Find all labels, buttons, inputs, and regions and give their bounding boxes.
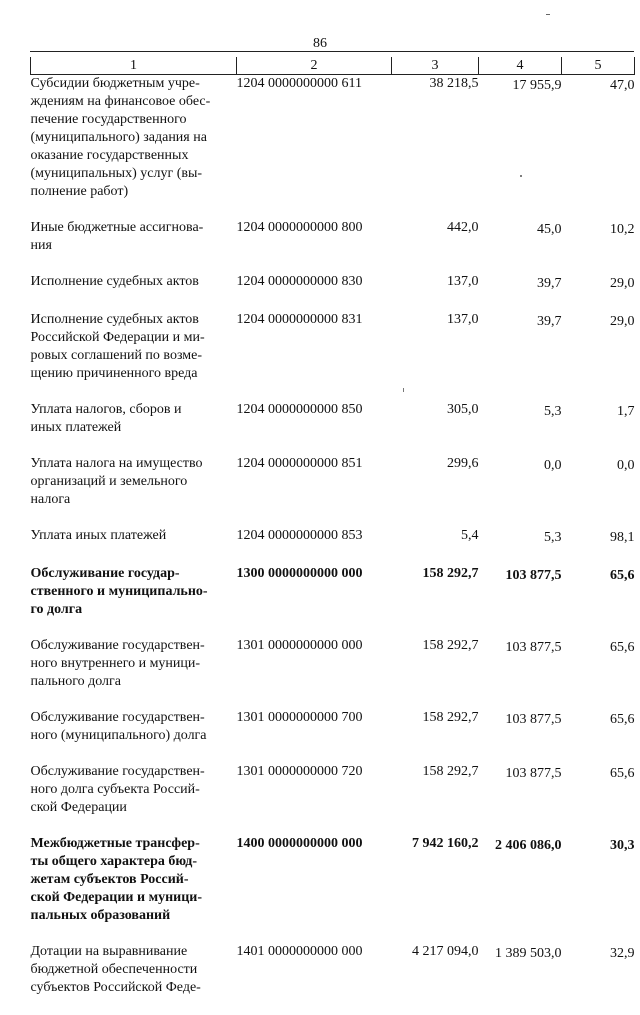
- row-value-col4: 103 877,5: [479, 709, 562, 763]
- row-value-col3: 305,0: [392, 401, 479, 455]
- row-value-col3: 158 292,7: [392, 709, 479, 763]
- row-name-cell: Уплата налога на имущество организаций и земельного налога: [31, 455, 237, 527]
- table-row: [31, 527, 635, 565]
- row-value-col3: 299,6: [392, 455, 479, 527]
- column-header-3: 3: [392, 57, 479, 75]
- row-value-col4: 45,0: [479, 219, 562, 273]
- table-row: [31, 565, 635, 637]
- row-code-cell: 1204 0000000000 831: [237, 311, 392, 401]
- row-value-col4: 103 877,5: [479, 565, 562, 637]
- row-value-col5: 0,0: [562, 455, 635, 527]
- row-value-col5: 47,0: [562, 75, 635, 220]
- row-value-col5: 30,3: [562, 835, 635, 943]
- row-name-cell: Субсидии бюджетным учре- ждениям на финансовое обес- печение государственного (муниципального) задания на оказание государственных (муниципальных) услуг (вы- полнение работ): [31, 75, 237, 220]
- row-code-cell: 1301 0000000000 000: [237, 637, 392, 709]
- row-name-cell: Обслуживание государ- ственного и муниципально- го долга: [31, 565, 237, 637]
- row-value-col4: 1 389 503,0: [479, 943, 562, 1015]
- row-code-cell: 1204 0000000000 800: [237, 219, 392, 273]
- row-name-cell: Уплата налогов, сборов и иных платежей: [31, 401, 237, 455]
- row-value-col5: 65,6: [562, 565, 635, 637]
- row-code-cell: 1400 0000000000 000: [237, 835, 392, 943]
- row-name-cell: Обслуживание государствен- ного долга субъекта Россий- ской Федерации: [31, 763, 237, 835]
- row-value-col3: 137,0: [392, 273, 479, 311]
- row-name-cell: Обслуживание государствен- ного внутреннего и муници- пального долга: [31, 637, 237, 709]
- row-value-col4: 39,7: [479, 311, 562, 401]
- table-row: [31, 219, 635, 273]
- scan-artifact: [403, 388, 404, 392]
- row-code-cell: 1204 0000000000 853: [237, 527, 392, 565]
- table-row: [31, 637, 635, 709]
- row-value-col5: 98,1: [562, 527, 635, 565]
- row-name-cell: Иные бюджетные ассигнова- ния: [31, 219, 237, 273]
- table-row: [31, 835, 635, 943]
- row-value-col5: 1,7: [562, 401, 635, 455]
- row-code-cell: 1204 0000000000 830: [237, 273, 392, 311]
- row-value-col3: 158 292,7: [392, 637, 479, 709]
- row-code-cell: 1204 0000000000 850: [237, 401, 392, 455]
- row-value-col3: 5,4: [392, 527, 479, 565]
- column-header-5: 5: [562, 57, 635, 75]
- row-name-cell: Обслуживание государствен- ного (муниципального) долга: [31, 709, 237, 763]
- row-value-col4: 0,0: [479, 455, 562, 527]
- row-value-col4: 17 955,9: [479, 75, 562, 220]
- row-value-col5: 65,6: [562, 709, 635, 763]
- row-value-col3: 38 218,5: [392, 75, 479, 220]
- row-value-col4: 39,7: [479, 273, 562, 311]
- table-row: [31, 455, 635, 527]
- row-name-cell: Исполнение судебных актов Российской Федерации и ми- ровых соглашений по возме- щению причиненного вреда: [31, 311, 237, 401]
- row-value-col5: 65,6: [562, 763, 635, 835]
- row-code-cell: 1204 0000000000 611: [237, 75, 392, 220]
- row-value-col4: 2 406 086,0: [479, 835, 562, 943]
- row-value-col5: 32,9: [562, 943, 635, 1015]
- row-value-col4: 103 877,5: [479, 637, 562, 709]
- scan-artifact: [520, 175, 522, 177]
- row-value-col3: 137,0: [392, 311, 479, 401]
- row-value-col3: 7 942 160,2: [392, 835, 479, 943]
- row-code-cell: 1301 0000000000 700: [237, 709, 392, 763]
- row-value-col5: 29,0: [562, 273, 635, 311]
- budget-table: [30, 57, 635, 1015]
- row-value-col5: 29,0: [562, 311, 635, 401]
- column-header-2: 2: [237, 57, 392, 75]
- row-code-cell: 1301 0000000000 720: [237, 763, 392, 835]
- row-value-col3: 442,0: [392, 219, 479, 273]
- row-name-cell: Уплата иных платежей: [31, 527, 237, 565]
- row-name-cell: Дотации на выравнивание бюджетной обеспеченности субъектов Российской Феде-: [31, 943, 237, 1015]
- table-body: [31, 75, 635, 1015]
- table-row: [31, 709, 635, 763]
- table-row: [31, 75, 635, 220]
- table-header-row: [31, 57, 635, 75]
- table-row: [31, 943, 635, 1015]
- row-name-cell: Исполнение судебных актов: [31, 273, 237, 311]
- row-value-col4: 5,3: [479, 527, 562, 565]
- table-row: [31, 401, 635, 455]
- row-value-col3: 158 292,7: [392, 763, 479, 835]
- row-value-col4: 103 877,5: [479, 763, 562, 835]
- row-value-col5: 10,2: [562, 219, 635, 273]
- row-value-col3: 4 217 094,0: [392, 943, 479, 1015]
- table-row: [31, 273, 635, 311]
- row-code-cell: 1300 0000000000 000: [237, 565, 392, 637]
- top-rule: [30, 51, 634, 52]
- table-row: [31, 311, 635, 401]
- row-name-cell: Межбюджетные трансфер- ты общего характера бюд- жетам субъектов Россий- ской Федерации и муници- пальных образований: [31, 835, 237, 943]
- column-header-4: 4: [479, 57, 562, 75]
- row-code-cell: 1204 0000000000 851: [237, 455, 392, 527]
- table-row: [31, 763, 635, 835]
- row-value-col3: 158 292,7: [392, 565, 479, 637]
- scan-artifact: [546, 14, 550, 15]
- column-header-1: 1: [31, 57, 237, 75]
- page-number: 86: [0, 36, 640, 52]
- row-value-col5: 65,6: [562, 637, 635, 709]
- row-value-col4: 5,3: [479, 401, 562, 455]
- row-code-cell: 1401 0000000000 000: [237, 943, 392, 1015]
